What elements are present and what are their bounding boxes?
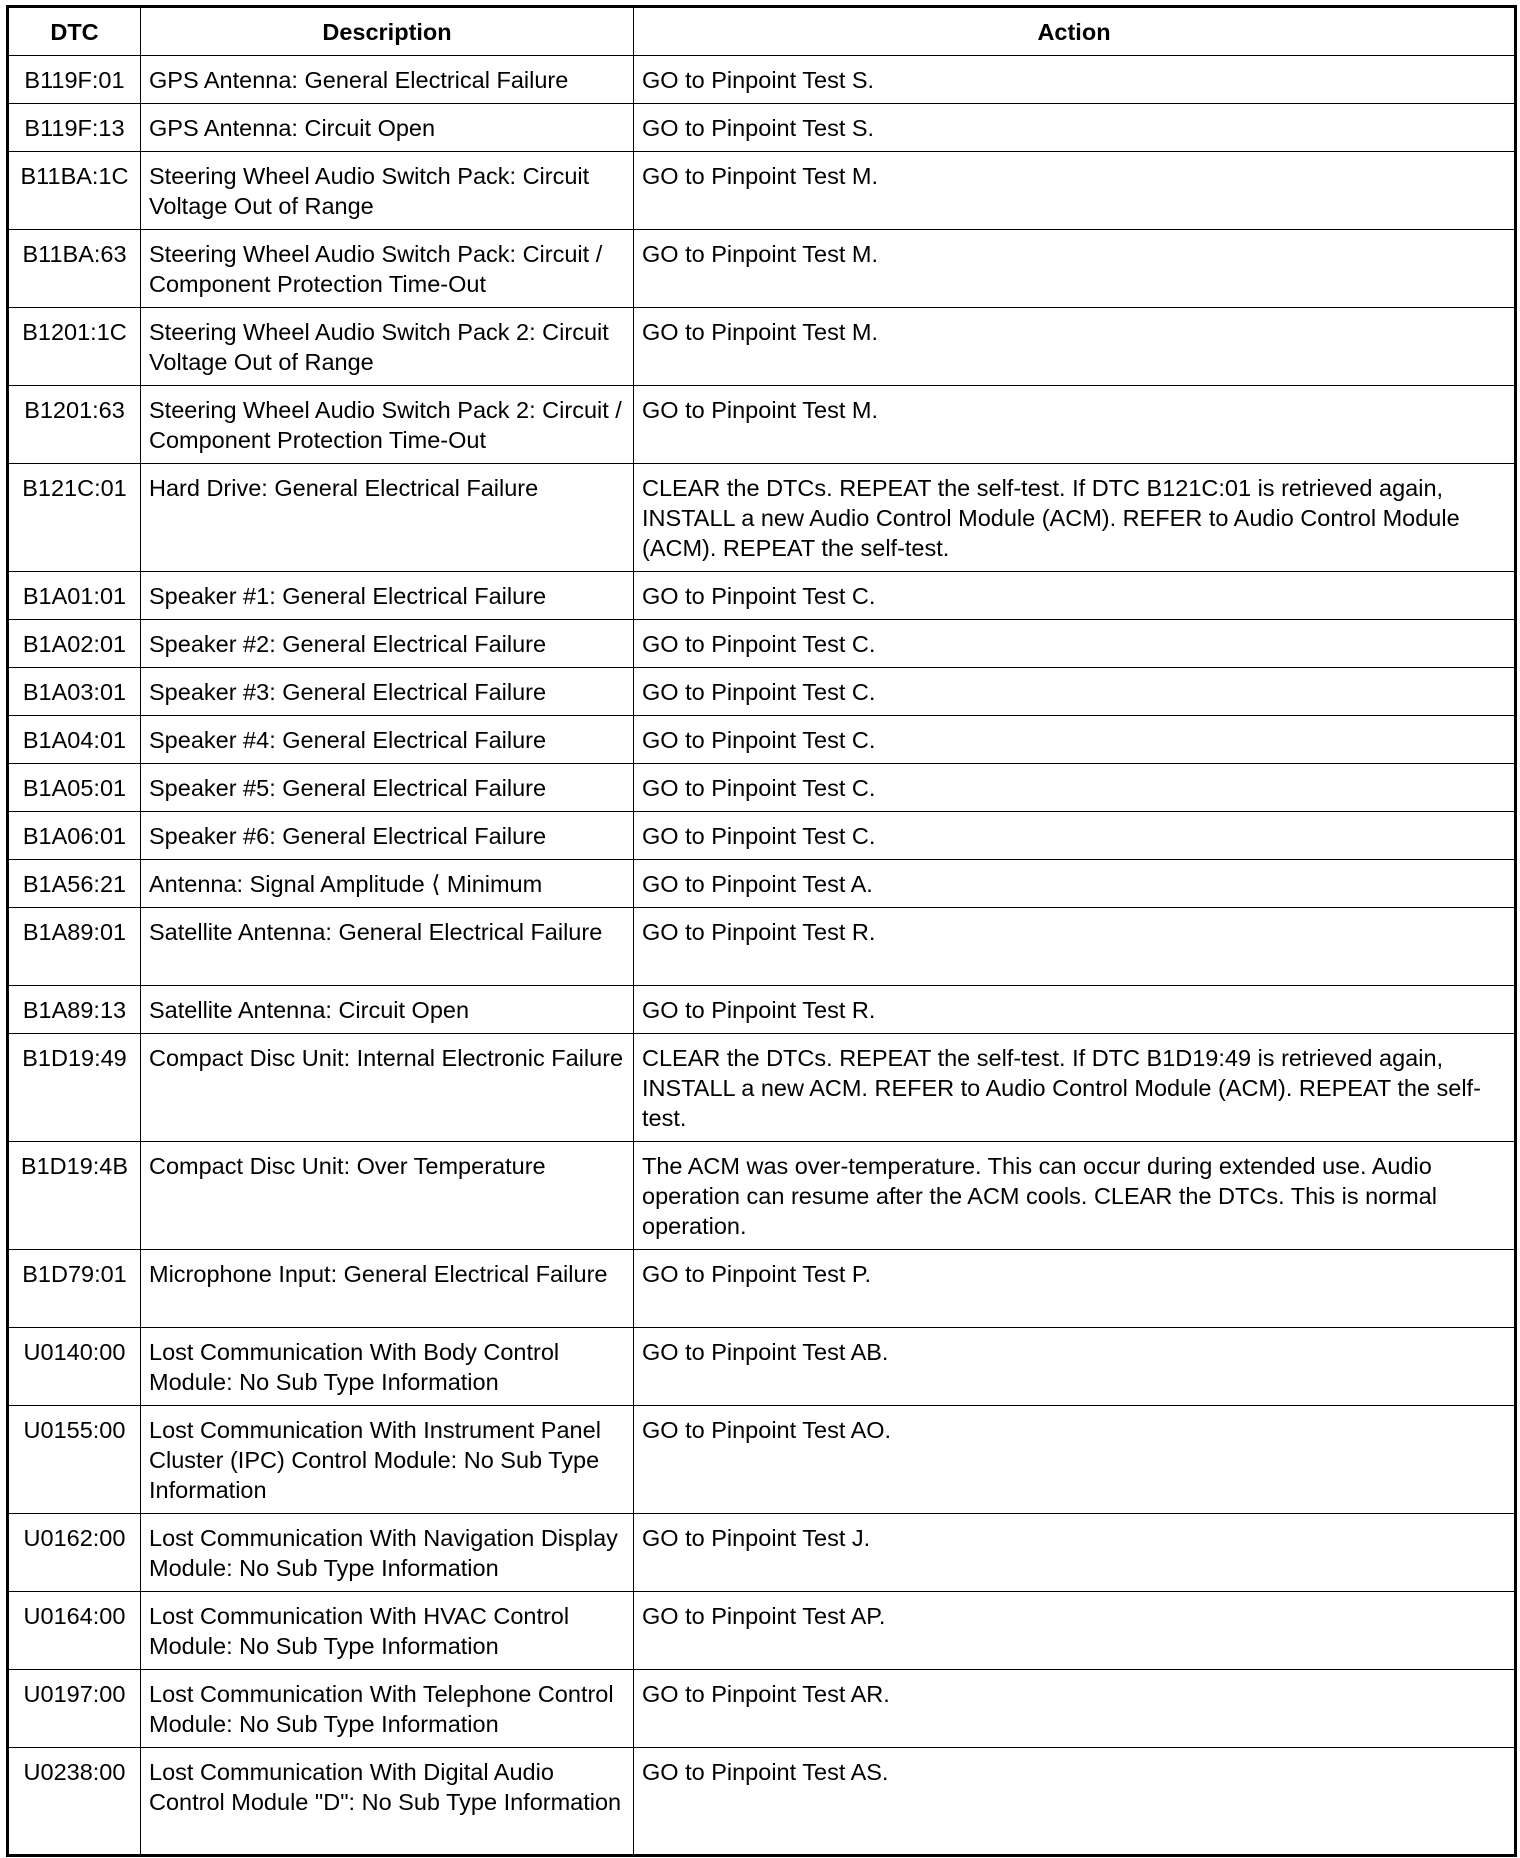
dtc-cell: B11BA:1C (8, 152, 141, 230)
dtc-cell: B1D19:4B (8, 1142, 141, 1250)
dtc-cell: B1A02:01 (8, 620, 141, 668)
dtc-cell: U0162:00 (8, 1514, 141, 1592)
header-action: Action (634, 7, 1516, 56)
description-cell: Steering Wheel Audio Switch Pack 2: Circuit / Component Protection Time-Out (141, 386, 634, 464)
action-cell: GO to Pinpoint Test AS. (634, 1748, 1516, 1856)
table-row (8, 1034, 1516, 1142)
document-page (6, 5, 1514, 1857)
table-row (8, 668, 1516, 716)
action-cell: GO to Pinpoint Test A. (634, 860, 1516, 908)
header-dtc: DTC (8, 7, 141, 56)
table-row (8, 104, 1516, 152)
description-cell: Lost Communication With Telephone Control Module: No Sub Type Information (141, 1670, 634, 1748)
description-cell: Speaker #4: General Electrical Failure (141, 716, 634, 764)
action-cell: GO to Pinpoint Test C. (634, 572, 1516, 620)
description-cell: Lost Communication With Digital Audio Control Module "D": No Sub Type Information (141, 1748, 634, 1856)
action-cell: GO to Pinpoint Test AO. (634, 1406, 1516, 1514)
description-cell: Speaker #5: General Electrical Failure (141, 764, 634, 812)
description-cell: Steering Wheel Audio Switch Pack: Circuit / Component Protection Time-Out (141, 230, 634, 308)
table-header-row (8, 7, 1516, 56)
action-cell: CLEAR the DTCs. REPEAT the self-test. If DTC B1D19:49 is retrieved again, INSTALL a new ACM. REFER to Audio Control Module (ACM). REPEAT the self-test. (634, 1034, 1516, 1142)
table-row (8, 1328, 1516, 1406)
description-cell: Compact Disc Unit: Internal Electronic Failure (141, 1034, 634, 1142)
dtc-cell: U0238:00 (8, 1748, 141, 1856)
description-cell: Speaker #3: General Electrical Failure (141, 668, 634, 716)
table-row (8, 1748, 1516, 1856)
table-row (8, 1670, 1516, 1748)
dtc-cell: B1A89:01 (8, 908, 141, 986)
action-cell: GO to Pinpoint Test S. (634, 104, 1516, 152)
dtc-cell: U0140:00 (8, 1328, 141, 1406)
action-cell: GO to Pinpoint Test AB. (634, 1328, 1516, 1406)
description-cell: Lost Communication With Navigation Display Module: No Sub Type Information (141, 1514, 634, 1592)
dtc-cell: U0155:00 (8, 1406, 141, 1514)
description-cell: Steering Wheel Audio Switch Pack: Circuit Voltage Out of Range (141, 152, 634, 230)
description-cell: Speaker #1: General Electrical Failure (141, 572, 634, 620)
header-description: Description (141, 7, 634, 56)
dtc-cell: B1A04:01 (8, 716, 141, 764)
action-cell: GO to Pinpoint Test AP. (634, 1592, 1516, 1670)
description-cell: GPS Antenna: General Electrical Failure (141, 56, 634, 104)
dtc-cell: B1D79:01 (8, 1250, 141, 1328)
dtc-cell: B1A56:21 (8, 860, 141, 908)
description-cell: Compact Disc Unit: Over Temperature (141, 1142, 634, 1250)
table-row (8, 386, 1516, 464)
description-cell: Speaker #2: General Electrical Failure (141, 620, 634, 668)
dtc-cell: B121C:01 (8, 464, 141, 572)
action-cell: GO to Pinpoint Test AR. (634, 1670, 1516, 1748)
table-row (8, 1514, 1516, 1592)
action-cell: GO to Pinpoint Test M. (634, 308, 1516, 386)
action-cell: GO to Pinpoint Test P. (634, 1250, 1516, 1328)
description-cell: Hard Drive: General Electrical Failure (141, 464, 634, 572)
action-cell: GO to Pinpoint Test M. (634, 386, 1516, 464)
dtc-cell: B1A06:01 (8, 812, 141, 860)
table-row (8, 908, 1516, 986)
description-cell: Lost Communication With Body Control Module: No Sub Type Information (141, 1328, 634, 1406)
dtc-cell: B1D19:49 (8, 1034, 141, 1142)
dtc-cell: B1A05:01 (8, 764, 141, 812)
action-cell: GO to Pinpoint Test C. (634, 716, 1516, 764)
table-row (8, 764, 1516, 812)
dtc-cell: B119F:01 (8, 56, 141, 104)
table-row (8, 620, 1516, 668)
description-cell: Lost Communication With HVAC Control Module: No Sub Type Information (141, 1592, 634, 1670)
table-row (8, 464, 1516, 572)
action-cell: GO to Pinpoint Test M. (634, 152, 1516, 230)
action-cell: GO to Pinpoint Test C. (634, 668, 1516, 716)
description-cell: Speaker #6: General Electrical Failure (141, 812, 634, 860)
action-cell: GO to Pinpoint Test M. (634, 230, 1516, 308)
action-cell: The ACM was over-temperature. This can occur during extended use. Audio operation can resume after the ACM cools. CLEAR the DTCs. This is normal operation. (634, 1142, 1516, 1250)
table-row (8, 230, 1516, 308)
dtc-cell: B1A03:01 (8, 668, 141, 716)
dtc-cell: B11BA:63 (8, 230, 141, 308)
action-cell: CLEAR the DTCs. REPEAT the self-test. If DTC B121C:01 is retrieved again, INSTALL a new Audio Control Module (ACM). REFER to Audio Control Module (ACM). REPEAT the self-test. (634, 464, 1516, 572)
action-cell: GO to Pinpoint Test R. (634, 986, 1516, 1034)
description-cell: GPS Antenna: Circuit Open (141, 104, 634, 152)
dtc-cell: B1A89:13 (8, 986, 141, 1034)
dtc-cell: U0164:00 (8, 1592, 141, 1670)
table-row (8, 308, 1516, 386)
table-row (8, 56, 1516, 104)
action-cell: GO to Pinpoint Test R. (634, 908, 1516, 986)
dtc-table (6, 5, 1517, 1857)
description-cell: Steering Wheel Audio Switch Pack 2: Circuit Voltage Out of Range (141, 308, 634, 386)
action-cell: GO to Pinpoint Test S. (634, 56, 1516, 104)
description-cell: Lost Communication With Instrument Panel Cluster (IPC) Control Module: No Sub Type Information (141, 1406, 634, 1514)
table-row (8, 1142, 1516, 1250)
table-row (8, 1592, 1516, 1670)
action-cell: GO to Pinpoint Test C. (634, 812, 1516, 860)
dtc-cell: B1201:63 (8, 386, 141, 464)
dtc-cell: B1A01:01 (8, 572, 141, 620)
table-row (8, 1406, 1516, 1514)
table-row (8, 1250, 1516, 1328)
table-row (8, 860, 1516, 908)
action-cell: GO to Pinpoint Test C. (634, 764, 1516, 812)
dtc-cell: U0197:00 (8, 1670, 141, 1748)
table-row (8, 572, 1516, 620)
table-row (8, 152, 1516, 230)
action-cell: GO to Pinpoint Test C. (634, 620, 1516, 668)
description-cell: Satellite Antenna: Circuit Open (141, 986, 634, 1034)
dtc-cell: B1201:1C (8, 308, 141, 386)
action-cell: GO to Pinpoint Test J. (634, 1514, 1516, 1592)
dtc-cell: B119F:13 (8, 104, 141, 152)
table-row (8, 812, 1516, 860)
description-cell: Microphone Input: General Electrical Failure (141, 1250, 634, 1328)
description-cell: Satellite Antenna: General Electrical Failure (141, 908, 634, 986)
table-row (8, 716, 1516, 764)
table-row (8, 986, 1516, 1034)
description-cell: Antenna: Signal Amplitude ⟨ Minimum (141, 860, 634, 908)
